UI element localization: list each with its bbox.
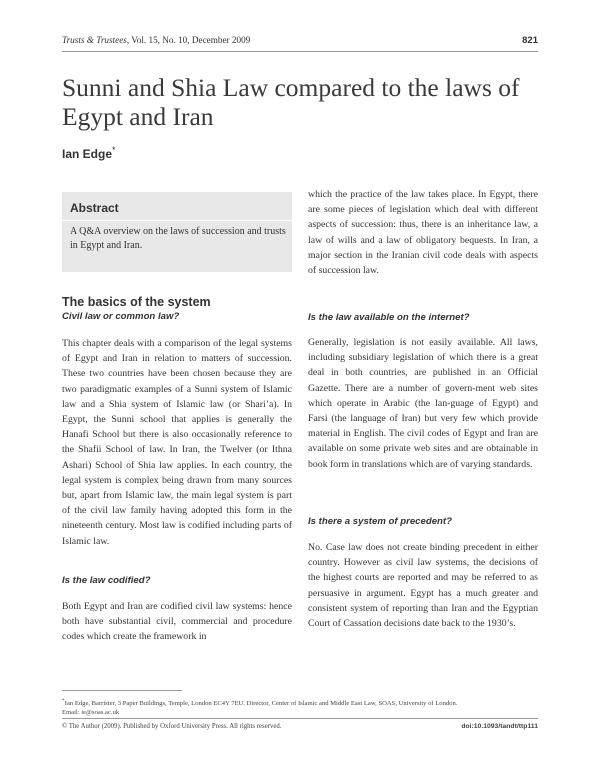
author-name: Ian Edge bbox=[62, 147, 113, 161]
copyright-notice: © The Author (2009). Published by Oxford University Press. All rights reserved. bbox=[62, 723, 282, 730]
author-footnote-mark: * bbox=[112, 145, 116, 155]
journal-name: Trusts & Trustees bbox=[62, 35, 127, 45]
footer-rule bbox=[62, 718, 538, 719]
paragraph-practice: which the practice of the law takes place. In Egypt, there are some pieces of legislation which deal with different aspects of succession: thus, there is an inheritance law, a law of wills and a law of obligatory bequests. In Iran, a major section in the Iranian civil code deals with aspects of succession law. bbox=[308, 189, 538, 277]
left-column-sub2 bbox=[62, 574, 292, 587]
journal-issue: , Vol. 15, No. 10, December 2009 bbox=[126, 35, 251, 45]
right-column-sub3 bbox=[308, 311, 538, 324]
author-line bbox=[62, 145, 116, 161]
footnote-email: Email: ie@soas.ac.uk bbox=[62, 709, 120, 717]
abstract-box bbox=[62, 192, 292, 272]
subheading-internet: Is the law available on the internet? bbox=[308, 312, 470, 323]
right-column-body-3 bbox=[308, 335, 538, 472]
running-header bbox=[62, 35, 538, 49]
abstract-text: A Q&A overview on the laws of succession and trusts in Egypt and Iran. bbox=[70, 226, 286, 251]
footnote-rule bbox=[62, 690, 182, 691]
page-number: 821 bbox=[522, 35, 538, 46]
footnote bbox=[62, 697, 538, 717]
abstract-divider bbox=[62, 220, 292, 221]
abstract-heading: Abstract bbox=[70, 201, 119, 215]
subheading-precedent: Is there a system of precedent? bbox=[308, 516, 452, 527]
left-column-body-1 bbox=[62, 336, 292, 549]
footnote-mark: * bbox=[62, 698, 65, 704]
paragraph-precedent: No. Case law does not create binding precedent in either country. However as civil law systems, the decisions of the highest courts are reported and may be referred to as persuasive in argument. Egypt has a much greater and consistent system of reporting than Iran and the Egyptian Court of Cassation decisions date back to the 1930’s. bbox=[308, 542, 538, 630]
paragraph-basics: This chapter deals with a comparison of the legal systems of Egypt and Iran in relation to matters of succession. These two countries have been chosen because they are two paradigmatic examples of a Sunni system of Islamic law and a Shia system of Islamic law (or Shari’a). In Egypt, the Sunni school that applies is generally the Hanafi School but there is also occasionally reference to the Shafii School of law. In Iran, the Twelver (or Ithna Ashari) School of Shia law applies. In each country, the legal system is complex being drawn from many sources but, apart from Islamic law, the main legal system is part of the civil law family having adopted this form in the nineteenth century. Most law is codified including parts of Islamic law. bbox=[62, 338, 292, 547]
subheading-civil-law: Civil law or common law? bbox=[62, 311, 180, 322]
paragraph-internet: Generally, legislation is not easily available. All laws, including subsidiary legislation of which there is a great deal in both countries, are published in an Official Gazette. There are a number of govern-ment web sites which operate in Arabic (the lan-guage of Egypt) and Farsi (the language of Iran) but very few which provide material in English. The civil codes of Egypt and Iran are available on some private web sites and are obtainable in book form in translations which are of varying standards. bbox=[308, 337, 538, 470]
doi-link[interactable]: doi:10.1093/tandt/ttp111 bbox=[461, 723, 538, 730]
paragraph-codified: Both Egypt and Iran are codified civil law systems: hence both have substantial civil, commercial and procedure codes which create the framework in bbox=[62, 601, 292, 643]
left-column-top bbox=[62, 295, 292, 323]
left-column-body-2 bbox=[62, 599, 292, 645]
header-rule bbox=[62, 51, 538, 52]
right-column-body-0 bbox=[308, 187, 538, 278]
right-column-body-4 bbox=[308, 540, 538, 631]
article-title: Sunni and Shia Law compared to the laws of Egypt and Iran bbox=[62, 73, 520, 131]
footnote-affiliation: Ian Edge, Barrister, 3 Paper Buildings, Temple, London EC4Y 7EU. Director, Center of Islamic and Middle East Law, SOAS, University of London. bbox=[64, 700, 458, 708]
right-column-sub4 bbox=[308, 515, 538, 528]
section-heading: The basics of the system bbox=[62, 295, 211, 309]
subheading-codified: Is the law codified? bbox=[62, 575, 151, 586]
footnote-line-1 bbox=[62, 697, 538, 708]
